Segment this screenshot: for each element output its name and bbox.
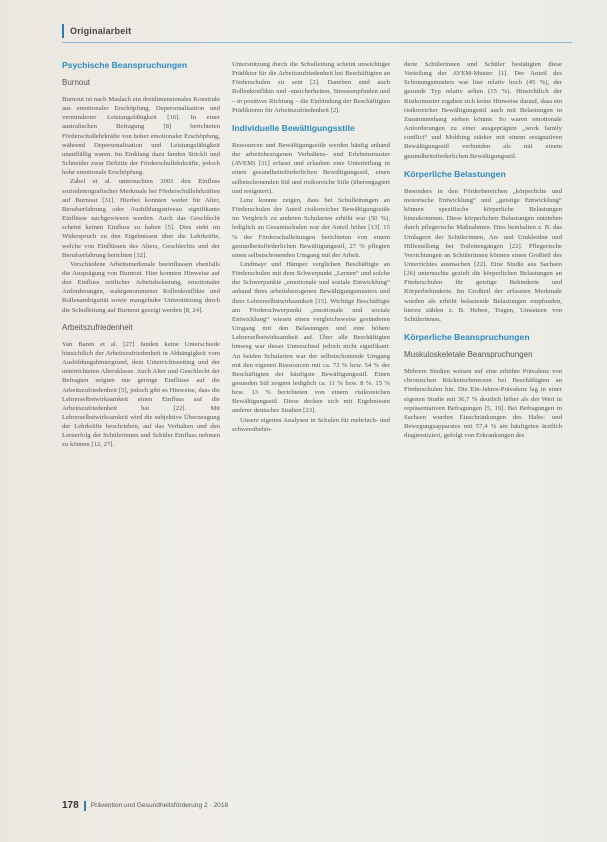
- section-title: Psychische Beanspruchungen: [62, 60, 188, 70]
- paragraph: Van Baren et al. [27] fanden keine Unterschiede hinsichtlich der Arbeitszufriedenheit in Abhängigkeit vom Ausbildungshintergrund, dem Unterrichtssetting und der unterrichteten Altersklasse. Auch Alter und Geschlecht der Befragten zeigten nur geringe Einflüsse auf die Arbeitszufriedenheit [5], jedoch gibt es Hinweise, dass die Lehrerselbstwirksamkeit einen Einfluss auf die Arbeitszufriedenheit hat [22]. Mit Lehrerselbstwirksamkeit wird die subjektive Überzeugung der Lehrkräfte beschrieben, auf das Verhalten und den Lernerfolg der Schülerinnen und Schüler Einfluss nehmen zu können [12, 27].: [62, 340, 220, 449]
- paragraph: Unterstützung durch die Schulleitung scheint unwichtiger Prädiktor für die Arbeitszufriedenheit bei Beschäftigten an Förderschulen zu sein [2]. Daneben sind auch Rollenkonflikte und -unsicherheiten, Stressempfinden und – in positiver Richtung – die Einbindung der Beschäftigten Prädiktoren für Arbeitszufriedenheit [2].: [232, 61, 390, 114]
- paragraph: Mehrere Studien weisen auf eine erhöhte Prävalenz von chronischen Rückenschmerzen bei Beschäftigten an Förderschulen hin. Die Ein-Jahres-Prävalenz lag in einer eigenen Studie mit 36,7 % deutlich höher als der Wert in repräsentativen Befragungen [5, 19]. Bei Befragungen in Sachsen wurden Einschränkungen des Halte- und Bewegungsapparates mit 57,4 % am häufigsten ärztlich diagnostiziert, gefolgt von Erkrankungen des: [404, 368, 562, 440]
- header-divider: [62, 42, 572, 43]
- column-3: [404, 60, 562, 440]
- paragraph: Unsere eigenen Analysen in Schulen für mehrfach- und schwerstbehin-: [232, 416, 390, 433]
- section-title: Individuelle Bewältigungsstile: [232, 122, 355, 133]
- subheading: Muskuloskeletale Beanspruchungen: [404, 350, 533, 360]
- column-2: [232, 60, 390, 434]
- header-accent-bar: [62, 24, 64, 38]
- paragraph: Burnout ist nach Maslach ein dreidimensionales Konstrukt aus emotionaler Erschöpfung, Depersonalisation und verminderter Leistungsfähigkeit [16]. In einer australischen Befragung [8] berichteten Förderschullehrkräfte von hoher emotionaler Erschöpfung, während Depersonalisation und Leistungsfähigkeit unauffällig waren. Im Einklang dazu fanden Stöckli und Schneider zwar Defizite der Förderschullehrkräfte, jedoch hohe emotionale Erschöpfung.: [62, 96, 220, 177]
- paragraph: derte Schülerinnen und Schüler bestätigten diese Verteilung der AVEM-Muster [1]. Der Anteil des Schonungsmusters war hier relativ hoch (45 %), der gesunde Typ relativ selten (15 %). Hinsichtlich der Risikomuster ergaben sich keine Hinweise darauf, dass ein risikoreicher Bewältigungsstil auch mit Belastungen in Zusammenhang stehen könnte. So waren emotionale Anforderungen zu einer ausgeprägten „work family conflict“ und Mobbing stärker mit einem resignativen Bewältigungsstil verbunden als mit einem gesundheitsförderlichen Bewältigungsstil.: [404, 61, 562, 160]
- paragraph: Besonders in den Förderbereichen „körperliche und motorische Entwicklung“ und „geistige Entwicklung“ können spezifische körperliche Belastungen hinzukommen. Diese körperlichen Belastungen entstehen durch pflegerische Maßnahmen. Dies beinhalten z. B. das Umlagern der Schülerinnen, An- und Umkleiden und Hilfestellung bei Toilettengängen [22]. Pflegerische Verrichtungen an Schülerinnen können einen Großteil des Unterrichtes ausmachen [22]. Eine Studie aus Sachsen [26] untersuchte gezielt die körperlichen Belastungen an Förderschulen für geistige Behinderte und Körperbehinderte. Im Großteil der erfassten Merkmale wurden als erhöht belastende Belastungen empfunden, hierzu zählen z. B. Heben, Tragen, Umsetzen von Schülerinnen.: [404, 187, 562, 323]
- journal-citation: Prävention und Gesundheitsförderung 2 · 2018: [90, 802, 229, 809]
- paragraph: Verschiedene Arbeitsmerkmale beeinflussen ebenfalls die Ausprägung von Burnout. Hier konnten Hinweise auf den Einfluss zeitlicher Arbeitsbelastung, emotionaler Anforderungen, wahrgenommener Rollenkonflikte und Rollenambiguität sowie mangelnder Unterstützung durch die Schulleitung auf Burnout gezeigt werden [8, 24].: [62, 260, 220, 314]
- paragraph: Ressourcen und Bewältigungsstile werden häufig anhand der arbeitsbezogenen Verhaltens- und Erlebensmuster (AVEM) [31] erfasst und erlauben eine Unterteilung in einen gesundheitsförderlichen Bewältigungsstil, einen selbstschonenden Stil und risikoreiche Stile (überengagiert und resigniert).: [232, 141, 390, 195]
- section-title: Körperliche Belastungen: [404, 168, 506, 179]
- paragraph: Zabel et al. untersuchten 2001 den Einfluss soziodemografischer Merkmale bei Förderschullehrkräften auf Burnout [31]. Hierbei konnten weder für Alter, Berufserfahrung oder Ausbildungsniveau signifikante Einflüsse nachgewiesen werden. Auch das Geschlecht scheint keinen Einfluss zu haben [5]. Dies steht im Widerspruch zu den Ergebnissen über die Lehrkräfte, welche von Einflüssen des Alters, Geschlechts und der Berufserfahrung berichten [32].: [62, 178, 220, 259]
- page-number: 178: [62, 800, 79, 811]
- subheading: Burnout: [62, 78, 91, 87]
- header-title: Originalarbeit: [70, 26, 132, 36]
- column-1: [62, 60, 220, 450]
- paragraph: Lindmayr und Hämper verglichen Beschäftigte an Förderschulen mit dem Schwerpunkt „Lernen“ und solche der Schwerpunkte „emotionale und soziale Entwicklung“ anhand ihres arbeitsbezogenen Bewältigungsmusters und ihrer Lehrerselbstwirksamkeit [15]. Wichtige Beschäftigte am Förderschwerpunkt „emotionale und soziale Entwicklung“ wiesen einen vergleichsweise gesünderen Umgang mit den Belastungen und eine höhere Lehrerselbstwirksamkeit auf. Über alle Beschäftigten hinweg war dieser Unterschied jedoch nicht signifikant. An beiden Schularten war der selbstschonende Umgang mit den eigenen Ressourcen mit ca. 73 % bzw. 54 % der Beschäftigten der häufigste Bewältigungsstil. Einen gesunden Stil zeigten lediglich ca. 11 % bzw. 8 %. 15 % bzw. 13 % berichteten von einem risikoreichen Bewältigungsstil. Diese decken sich mit Ergebnissen anderer deutscher Studien [23].: [232, 260, 390, 415]
- footer-accent-bar: [84, 801, 86, 811]
- paragraph: Lenz konnte zeigen, dass bei Schulleitungen an Förderschulen der Anteil risikoreicher Bewältigungsstile im Vergleich zu anderen Schularten erhöht war (50 %), lediglich an Gesamtschulen war der Anteil höher [13]. 15 % der Förderschulleitungen berichteten von einem gesundheitsförderlichen Bewältigungsstil, 27 % pflegten einen selbstschonenden Umgang mit der Arbeit.: [232, 196, 390, 259]
- footer: [62, 800, 228, 811]
- header: [62, 24, 131, 38]
- subheading: Arbeitszufriedenheit: [62, 322, 133, 332]
- section-title: Körperliche Beanspruchungen: [404, 332, 530, 343]
